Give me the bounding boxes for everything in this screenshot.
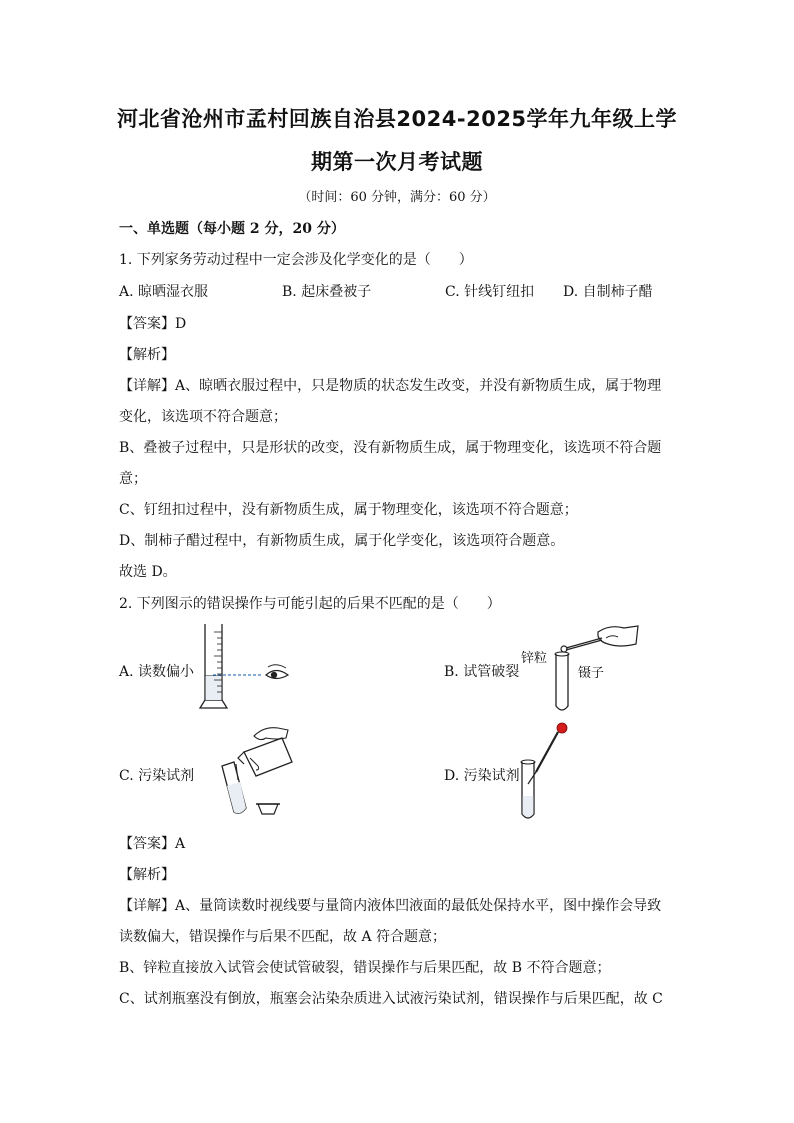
q1-answer: 【答案】D [119, 316, 187, 332]
q1-analysis-label: 【解析】 [119, 347, 175, 363]
hand-icon [254, 728, 288, 740]
q1-detail-line: 【详解】A、晾晒衣服过程中，只是物质的状态发生改变，并没有新物质生成，属于物理 [119, 378, 662, 394]
pouring-reagent-figure [200, 724, 296, 822]
q1-stem: 1. 下列家务劳动过程中一定会涉及化学变化的是（ ） [119, 252, 473, 268]
q2-answer: 【答案】A [119, 836, 186, 852]
page-title-line-2: 期第一次月考试题 [311, 150, 483, 174]
graduated-cylinder-figure [196, 622, 296, 712]
q1-detail-line: 变化，该选项不符合题意； [119, 409, 287, 425]
q2-option-d: D. 污染试剂 [444, 768, 520, 784]
q1-detail-line: C、钉纽扣过程中，没有新物质生成，属于物理变化，该选项不符合题意； [119, 502, 578, 518]
test-tube-tweezers-figure [548, 618, 644, 718]
q2-option-b: B. 试管破裂 [444, 664, 520, 680]
eye-icon [266, 665, 288, 679]
hand-icon [598, 626, 638, 646]
bottle-stopper [258, 804, 278, 814]
q1-option-d: D. 自制柿子醋 [563, 284, 653, 300]
q1-detail-line: 意； [119, 471, 147, 487]
tweezers-label: 镊子 [578, 666, 605, 681]
q2-option-a: A. 读数偏小 [119, 664, 195, 680]
q2-stem: 2. 下列图示的错误操作与可能引起的后果不匹配的是（ ） [119, 596, 501, 612]
dropper-bulb [557, 723, 567, 733]
q2-detail-line: B、锌粒直接放入试管会使试管破裂，错误操作与后果匹配，故 B 不符合题意； [119, 960, 611, 976]
q1-option-b: B. 起床叠被子 [282, 284, 372, 300]
q2-detail-line: 读数偏大，错误操作与后果不匹配，故 A 符合题意； [119, 929, 447, 945]
section-heading: 一、单选题（每小题 2 分，20 分） [119, 221, 345, 237]
q2-analysis-label: 【解析】 [119, 867, 175, 883]
q2-detail-line: C、试剂瓶塞没有倒放，瓶塞会沾染杂质进入试液污染试剂，错误操作与后果匹配，故 C [119, 991, 663, 1007]
q2-option-c: C. 污染试剂 [119, 768, 195, 784]
q1-option-c: C. 针线钉纽扣 [445, 284, 535, 300]
dropper-test-tube-figure [516, 718, 576, 826]
q1-detail-line: B、叠被子过程中，只是形状的改变，没有新物质生成，属于物理变化，该选项不符合题 [119, 440, 662, 456]
q2-detail-line: 【详解】A、量筒读数时视线要与量筒内液体凹液面的最低处保持水平，图中操作会导致 [119, 898, 662, 914]
q1-detail-line: 故选 D。 [119, 564, 177, 580]
q1-option-a: A. 晾晒湿衣服 [119, 284, 209, 300]
q1-detail-line: D、制柿子醋过程中，有新物质生成，属于化学变化，该选项符合题意。 [119, 533, 565, 549]
zinc-granule [561, 646, 567, 652]
zinc-granule-label: 锌粒 [521, 651, 548, 666]
page-title-line-1: 河北省沧州市孟村回族自治县2024-2025学年九年级上学 [116, 107, 678, 131]
exam-subtitle: （时间：60 分钟，满分：60 分） [298, 190, 496, 205]
